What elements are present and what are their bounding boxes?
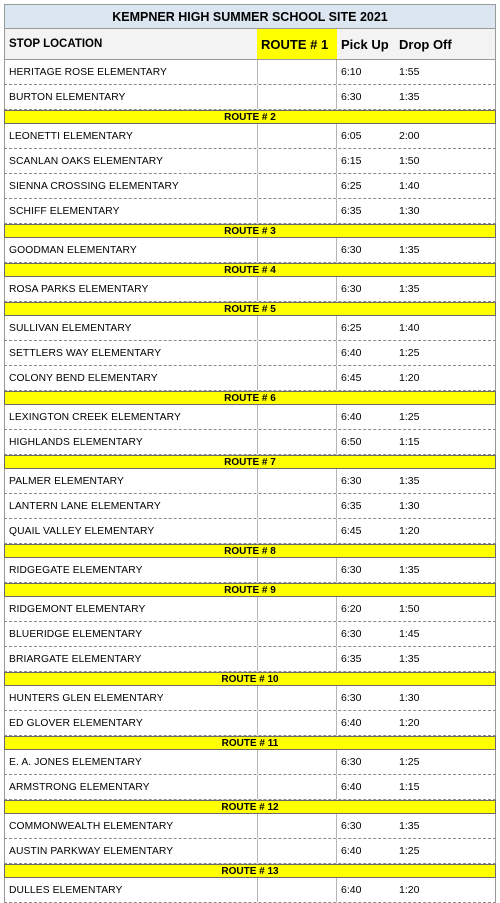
stop-location-cell: LEXINGTON CREEK ELEMENTARY [9,411,181,423]
pick-up-cell: 6:10 [341,66,362,78]
drop-off-cell: 1:45 [399,628,420,640]
route-header: ROUTE # 7 [4,455,496,469]
route-cell [257,199,337,223]
route-schedule-sheet [4,4,496,903]
stop-location-cell: PALMER ELEMENTARY [9,475,124,487]
route-cell [257,519,337,543]
drop-off-cell: 1:15 [399,781,420,793]
pick-up-cell: 6:30 [341,475,362,487]
drop-off-cell: 1:50 [399,155,420,167]
pick-up-cell: 6:35 [341,205,362,217]
pick-up-cell: 6:40 [341,347,362,359]
route-header: ROUTE # 9 [4,583,496,597]
header-route-1: ROUTE # 1 [257,29,337,59]
route-header: ROUTE # 2 [4,110,496,124]
pick-up-cell: 6:45 [341,372,362,384]
stop-location-cell: RIDGEGATE ELEMENTARY [9,564,143,576]
drop-off-cell: 1:40 [399,322,420,334]
table-row [4,597,496,622]
table-row [4,366,496,391]
drop-off-cell: 1:35 [399,653,420,665]
table-row [4,277,496,302]
drop-off-cell: 1:55 [399,66,420,78]
stop-location-cell: LANTERN LANE ELEMENTARY [9,500,161,512]
table-row [4,775,496,800]
pick-up-cell: 6:40 [341,884,362,896]
stop-location-cell: BURTON ELEMENTARY [9,91,126,103]
pick-up-cell: 6:30 [341,628,362,640]
route-cell [257,558,337,582]
drop-off-cell: 1:35 [399,820,420,832]
stop-location-cell: BRIARGATE ELEMENTARY [9,653,142,665]
route-header: ROUTE # 13 [4,864,496,878]
route-header: ROUTE # 4 [4,263,496,277]
table-row [4,878,496,903]
table-row [4,519,496,544]
route-cell [257,711,337,735]
table-row [4,341,496,366]
drop-off-cell: 1:25 [399,347,420,359]
route-cell [257,149,337,173]
route-cell [257,430,337,454]
pick-up-cell: 6:25 [341,180,362,192]
table-row [4,622,496,647]
schedule-rows [4,60,496,903]
column-header-row [4,29,496,60]
drop-off-cell: 1:15 [399,436,420,448]
pick-up-cell: 6:35 [341,500,362,512]
stop-location-cell: E. A. JONES ELEMENTARY [9,756,142,768]
pick-up-cell: 6:30 [341,91,362,103]
route-cell [257,750,337,774]
drop-off-cell: 1:30 [399,500,420,512]
header-pick-up: Pick Up [341,36,389,52]
pick-up-cell: 6:15 [341,155,362,167]
stop-location-cell: QUAIL VALLEY ELEMENTARY [9,525,155,537]
route-cell [257,174,337,198]
table-row [4,238,496,263]
route-cell [257,494,337,518]
stop-location-cell: SIENNA CROSSING ELEMENTARY [9,180,179,192]
route-cell [257,597,337,621]
drop-off-cell: 1:20 [399,372,420,384]
route-cell [257,124,337,148]
stop-location-cell: BLUERIDGE ELEMENTARY [9,628,143,640]
stop-location-cell: ED GLOVER ELEMENTARY [9,717,143,729]
pick-up-cell: 6:45 [341,525,362,537]
drop-off-cell: 1:35 [399,91,420,103]
pick-up-cell: 6:40 [341,411,362,423]
table-row [4,469,496,494]
table-row [4,124,496,149]
stop-location-cell: SULLIVAN ELEMENTARY [9,322,132,334]
table-row [4,85,496,110]
header-stop-location: STOP LOCATION [9,38,103,50]
pick-up-cell: 6:05 [341,130,362,142]
table-row [4,839,496,864]
route-cell [257,341,337,365]
route-header: ROUTE # 6 [4,391,496,405]
stop-location-cell: SCANLAN OAKS ELEMENTARY [9,155,164,167]
drop-off-cell: 1:25 [399,756,420,768]
table-row [4,405,496,430]
route-header: ROUTE # 11 [4,736,496,750]
pick-up-cell: 6:50 [341,436,362,448]
table-row [4,686,496,711]
route-cell [257,622,337,646]
route-header: ROUTE # 5 [4,302,496,316]
table-row [4,750,496,775]
stop-location-cell: COLONY BEND ELEMENTARY [9,372,158,384]
pick-up-cell: 6:30 [341,820,362,832]
pick-up-cell: 6:30 [341,283,362,295]
stop-location-cell: DULLES ELEMENTARY [9,884,123,896]
pick-up-cell: 6:35 [341,653,362,665]
table-row [4,174,496,199]
drop-off-cell: 1:40 [399,180,420,192]
stop-location-cell: LEONETTI ELEMENTARY [9,130,133,142]
table-row [4,199,496,224]
table-row [4,430,496,455]
table-row [4,60,496,85]
drop-off-cell: 1:35 [399,475,420,487]
route-cell [257,686,337,710]
stop-location-cell: GOODMAN ELEMENTARY [9,244,137,256]
stop-location-cell: SCHIFF ELEMENTARY [9,205,120,217]
drop-off-cell: 1:20 [399,717,420,729]
drop-off-cell: 1:35 [399,244,420,256]
route-header: ROUTE # 12 [4,800,496,814]
pick-up-cell: 6:20 [341,603,362,615]
route-cell [257,316,337,340]
route-cell [257,775,337,799]
header-drop-off: Drop Off [399,36,452,52]
route-cell [257,238,337,262]
route-header: ROUTE # 8 [4,544,496,558]
drop-off-cell: 2:00 [399,130,420,142]
pick-up-cell: 6:30 [341,756,362,768]
route-cell [257,277,337,301]
table-row [4,316,496,341]
stop-location-cell: HUNTERS GLEN ELEMENTARY [9,692,164,704]
table-row [4,711,496,736]
table-row [4,149,496,174]
stop-location-cell: RIDGEMONT ELEMENTARY [9,603,146,615]
stop-location-cell: HIGHLANDS ELEMENTARY [9,436,143,448]
route-cell [257,366,337,390]
pick-up-cell: 6:30 [341,564,362,576]
route-cell [257,60,337,84]
stop-location-cell: ARMSTRONG ELEMENTARY [9,781,150,793]
route-cell [257,405,337,429]
drop-off-cell: 1:35 [399,283,420,295]
pick-up-cell: 6:25 [341,322,362,334]
drop-off-cell: 1:30 [399,692,420,704]
pick-up-cell: 6:30 [341,244,362,256]
pick-up-cell: 6:40 [341,781,362,793]
stop-location-cell: AUSTIN PARKWAY ELEMENTARY [9,845,174,857]
sheet-title: KEMPNER HIGH SUMMER SCHOOL SITE 2021 [4,4,496,29]
drop-off-cell: 1:30 [399,205,420,217]
drop-off-cell: 1:25 [399,845,420,857]
route-cell [257,85,337,109]
table-row [4,647,496,672]
table-row [4,814,496,839]
drop-off-cell: 1:25 [399,411,420,423]
stop-location-cell: HERITAGE ROSE ELEMENTARY [9,66,168,78]
drop-off-cell: 1:20 [399,884,420,896]
stop-location-cell: SETTLERS WAY ELEMENTARY [9,347,162,359]
pick-up-cell: 6:40 [341,717,362,729]
stop-location-cell: ROSA PARKS ELEMENTARY [9,283,149,295]
route-cell [257,469,337,493]
table-row [4,558,496,583]
drop-off-cell: 1:20 [399,525,420,537]
drop-off-cell: 1:35 [399,564,420,576]
route-header: ROUTE # 10 [4,672,496,686]
route-cell [257,647,337,671]
stop-location-cell: COMMONWEALTH ELEMENTARY [9,820,174,832]
drop-off-cell: 1:50 [399,603,420,615]
route-cell [257,814,337,838]
route-cell [257,878,337,902]
table-row [4,494,496,519]
pick-up-cell: 6:40 [341,845,362,857]
pick-up-cell: 6:30 [341,692,362,704]
route-cell [257,839,337,863]
route-header: ROUTE # 3 [4,224,496,238]
